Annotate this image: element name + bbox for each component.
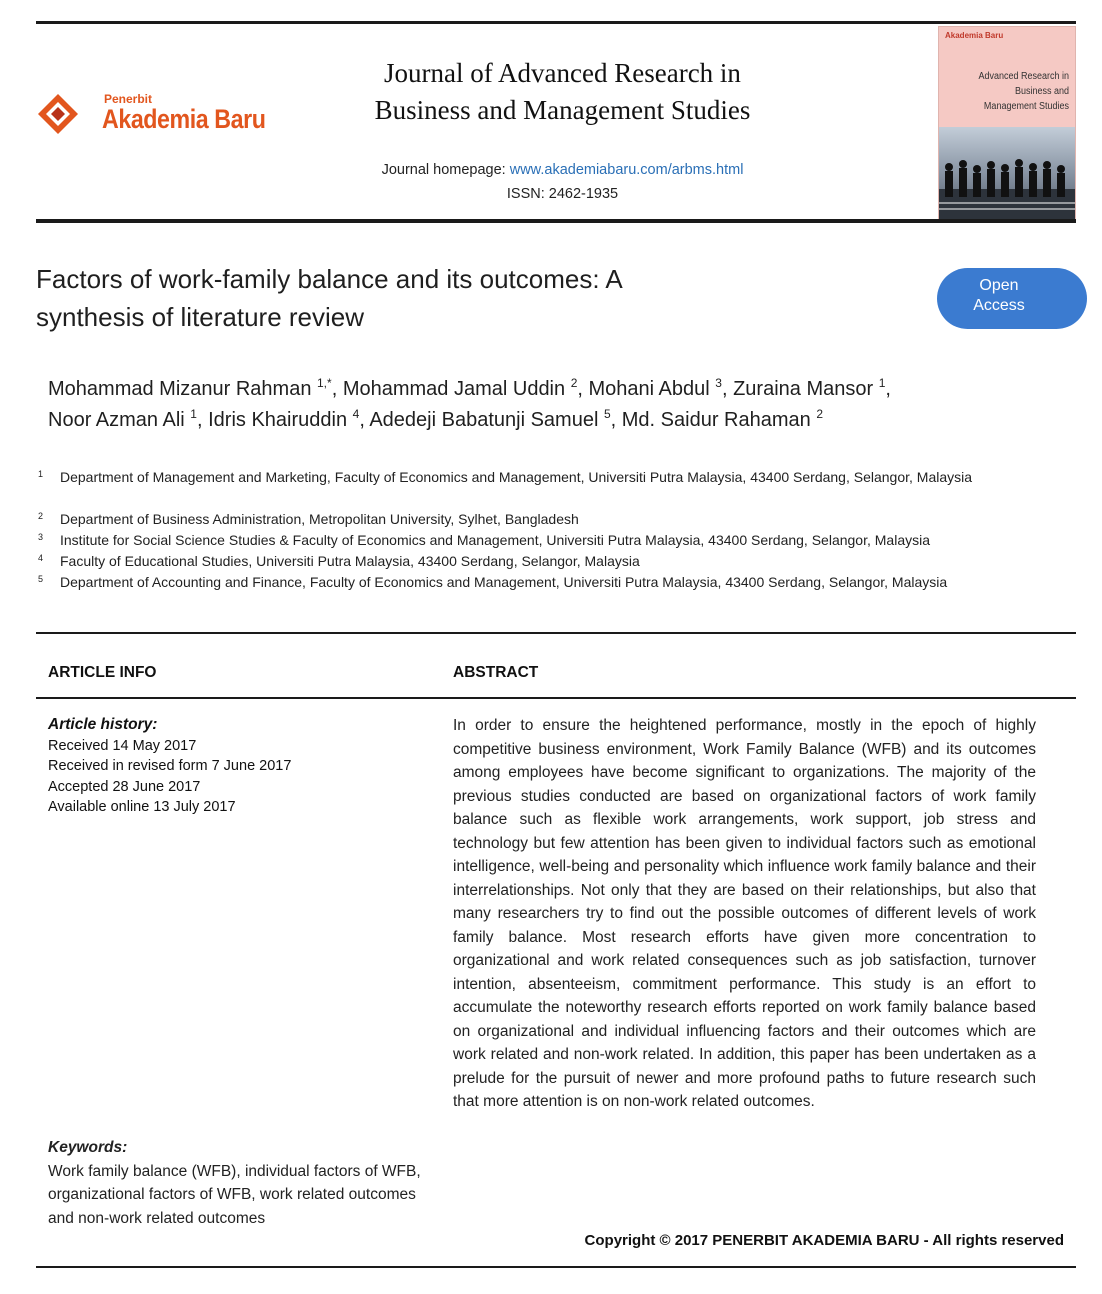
open-access-line2: Access xyxy=(973,297,1025,314)
copyright-notice: Copyright © 2017 PENERBIT AKADEMIA BARU - All rights reserved xyxy=(584,1232,1064,1249)
affiliation-number: 1 xyxy=(38,469,44,479)
logo-big-text: Akademia Baru xyxy=(102,104,266,134)
journal-title-line1: Journal of Advanced Research in xyxy=(384,58,741,88)
author-list xyxy=(48,374,1068,436)
author-affiliation-ref: 2 xyxy=(816,407,823,421)
journal-issn: ISSN: 2462-1935 xyxy=(506,186,619,202)
author xyxy=(48,409,208,431)
author-affiliation-ref: 2 xyxy=(570,376,578,390)
received-date: Received 14 May 2017 xyxy=(48,737,197,754)
author xyxy=(208,409,369,431)
author-name: Adedeji Babatunji Samuel xyxy=(369,409,604,431)
publisher-logo xyxy=(36,86,286,146)
journal-title xyxy=(300,55,825,129)
abstract-text: In order to ensure the heightened performance, mostly in the epoch of highly competitive business environment, Work Family Balance (WFB) and its outcomes among employees have become significant to organizations. The majority of the previous studies conducted are based on organizational factors of work family balance such as flexible work arrangements, work support, job stress and technology but few attention has been given to individual factors such as emotional intelligence, well-being and personality which influence work family balance and their interrelationships. Not only that they are based on their relationships, but also that many researchers try to find out the possible outcomes of different levels of work family balance. Most research efforts have given more concentration to organizational and work related consequences such as job satisfaction, turnover intention, absenteeism, commitment performance. This study is an effort to accumulate the noteworthy research efforts reported on work family balance based on organizational and individual influencing factors and their outcomes which are work related and non-work related. In addition, this paper has been undertaken as a prelude for the pursuit of newer and more profound paths to future research such that more attention is on non-work related outcomes. xyxy=(453,717,1036,1110)
section-top-rule xyxy=(36,632,1076,634)
open-access-label xyxy=(937,276,1061,316)
affiliation-number: 3 xyxy=(38,532,44,542)
logo-small-text: Penerbit xyxy=(104,92,153,106)
affiliation xyxy=(38,572,1038,614)
author-separator: , xyxy=(885,378,891,400)
author-separator: , xyxy=(359,409,370,431)
keywords-text: Work family balance (WFB), individual factors of WFB, organizational factors of WFB, work related outcomes and non-work related outcomes xyxy=(48,1162,421,1227)
article-history-heading: Article history: xyxy=(48,716,158,733)
footer-rule xyxy=(36,1266,1076,1268)
keywords xyxy=(48,1136,433,1230)
author xyxy=(622,409,823,431)
author-name: Noor Azman Ali xyxy=(48,409,191,431)
author xyxy=(343,378,589,400)
author-name: Zuraina Mansor xyxy=(733,378,879,400)
affiliation-text: Faculty of Educational Studies, Universiti Putra Malaysia, 43400 Serdang, Selangor, Malaysia xyxy=(60,553,640,569)
cover-title-line3: Management Studies xyxy=(983,101,1069,112)
cover-photo xyxy=(939,127,1076,220)
logo-diamond-icon xyxy=(36,92,80,136)
cover-title-line1: Advanced Research in xyxy=(978,71,1069,82)
author-separator: , xyxy=(610,409,622,431)
people-silhouette-icon xyxy=(939,127,1076,220)
affiliation-text: Department of Management and Marketing, Faculty of Economics and Management, Universiti Putra Malaysia, 43400 Serdang, Selangor, Malaysia xyxy=(60,469,973,485)
author xyxy=(369,409,621,431)
affiliation-number: 5 xyxy=(38,574,44,584)
author-name: Md. Saidur Rahaman xyxy=(621,409,817,431)
accepted-date: Accepted 28 June 2017 xyxy=(48,778,201,795)
author xyxy=(48,378,343,400)
open-access-badge[interactable] xyxy=(937,268,1087,329)
author-affiliation-ref: 1 xyxy=(878,376,886,390)
journal-title-line2: Business and Management Studies xyxy=(374,95,751,125)
author-name: Mohammad Jamal Uddin xyxy=(342,378,571,400)
affiliation-number: 2 xyxy=(38,511,44,521)
keywords-heading: Keywords: xyxy=(48,1139,128,1156)
author-affiliation-ref: 1 xyxy=(190,407,197,421)
author-separator: , xyxy=(577,378,589,400)
section-heading-rule xyxy=(36,697,1076,699)
revised-date: Received in revised form 7 June 2017 xyxy=(48,758,292,774)
affiliation-text: Institute for Social Science Studies & Faculty of Economics and Management, Universiti Putra Malaysia, 43400 Serdang, Selangor, Malaysia xyxy=(60,532,931,548)
paper-title xyxy=(36,260,856,336)
open-access-line1: Open xyxy=(979,277,1019,294)
affiliation xyxy=(38,551,1038,572)
author xyxy=(733,378,891,400)
author-separator: , xyxy=(721,378,734,400)
header-top-rule xyxy=(36,21,1076,24)
affiliation-number: 4 xyxy=(38,553,44,563)
abstract-heading: ABSTRACT xyxy=(453,664,539,681)
cover-title-line2: Business and xyxy=(1014,86,1069,97)
affiliation-text: Department of Business Administration, Metropolitan University, Sylhet, Bangladesh xyxy=(60,511,579,527)
article-info-heading: ARTICLE INFO xyxy=(48,664,157,681)
author-affiliation-ref: 5 xyxy=(603,407,611,421)
homepage-label: Journal homepage: xyxy=(381,162,510,178)
paper-title-line1: Factors of work-family balance and its outcomes: A xyxy=(36,264,623,294)
author-separator: , xyxy=(196,409,209,431)
paper-title-line2: synthesis of literature review xyxy=(36,302,365,332)
author xyxy=(589,378,734,400)
journal-homepage xyxy=(300,162,825,178)
author-separator: , xyxy=(331,378,343,400)
author-name: Idris Khairuddin xyxy=(208,409,353,431)
homepage-link[interactable]: www.akademiabaru.com/arbms.html xyxy=(509,162,744,178)
article-history xyxy=(48,715,418,818)
journal-cover-image xyxy=(938,26,1076,220)
affiliation xyxy=(38,467,1038,509)
cover-title xyxy=(961,69,1069,114)
affiliation xyxy=(38,509,1038,530)
author-name: Mohammad Mizanur Rahman xyxy=(48,378,317,400)
online-date: Available online 13 July 2017 xyxy=(48,799,236,815)
author-affiliation-ref: 3 xyxy=(715,376,722,390)
author-affiliation-ref: 1,* xyxy=(317,376,332,390)
author-affiliation-ref: 4 xyxy=(352,407,360,421)
affiliation-text: Department of Accounting and Finance, Faculty of Economics and Management, Universiti Putra Malaysia, 43400 Serdang, Selangor, Malaysia xyxy=(60,574,948,590)
header-bottom-rule xyxy=(36,219,1076,223)
author-name: Mohani Abdul xyxy=(588,378,716,400)
affiliation xyxy=(38,530,1038,551)
cover-brand: Akademia Baru xyxy=(945,31,1004,40)
